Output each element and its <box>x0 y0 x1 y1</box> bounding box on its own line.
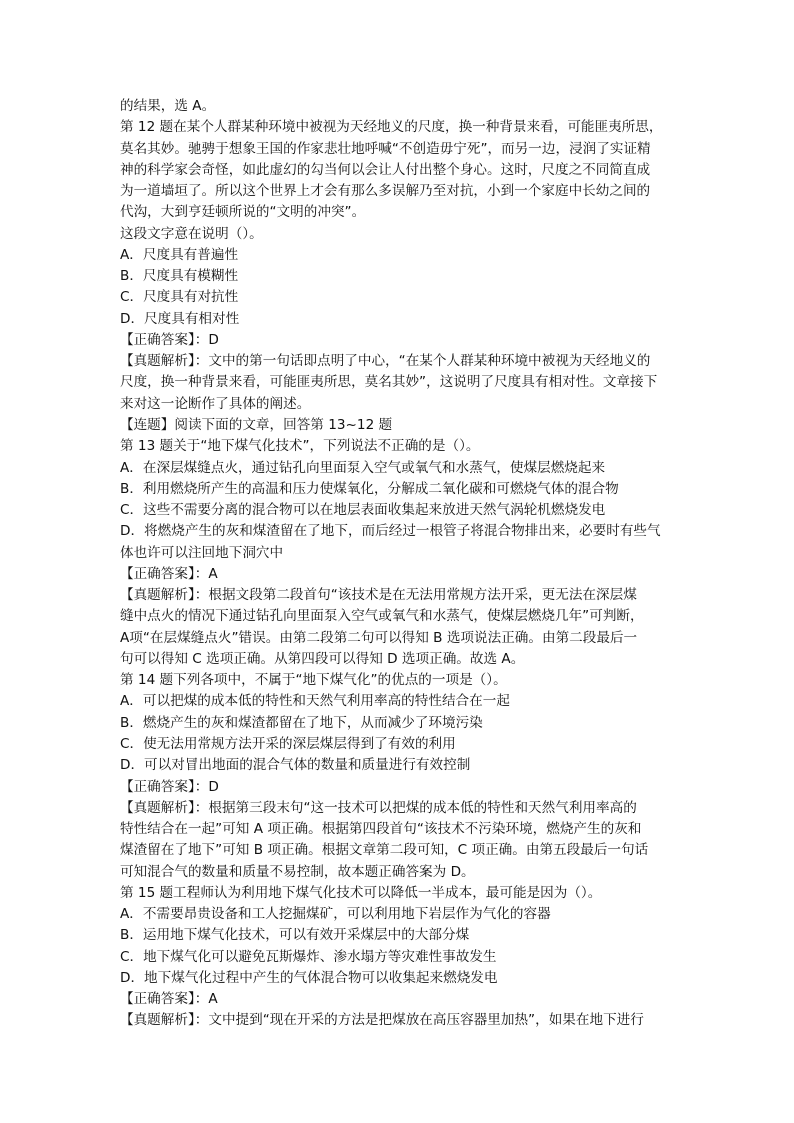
q14-option-a: A．可以把煤的成本低的特性和天然气利用率高的特性结合在一起 <box>120 693 510 710</box>
q13-explanation-line: 【真题解析】：根据文段第二段首句“该技术是在无法用常规方法开采，更无法在深层煤 <box>120 587 637 604</box>
q13-correct-answer: 【正确答案】：A <box>120 565 218 582</box>
q15-option-d: D．地下煤气化过程中产生的气体混合物可以收集起来燃烧发电 <box>120 969 498 986</box>
q13-option-d-cont: 体也许可以注回地下洞穴中 <box>120 544 284 561</box>
q12-option-a: A．尺度具有普遍性 <box>120 246 239 263</box>
q12-correct-answer: 【正确答案】：D <box>120 331 219 348</box>
q14-correct-answer: 【正确答案】：D <box>120 778 219 795</box>
q13-question-stem: 第 13 题关于“地下煤气化技术”，下列说法不正确的是（）。 <box>120 438 480 455</box>
q15-option-b: B．运用地下煤气化技术，可以有效开采煤层中的大部分煤 <box>120 927 470 944</box>
q12-explanation-line: 来对这一论断作了具体的阐述。 <box>120 395 311 412</box>
q12-question-stem: 这段文字意在说明（）。 <box>120 225 263 242</box>
q13-option-b: B．利用燃烧所产生的高温和压力使煤氧化，分解成二氧化碳和可燃烧气体的混合物 <box>120 480 619 497</box>
q12-explanation-line: 【真题解析】：文中的第一句话即点明了中心，“在某个人群某种环境中被视为天经地义的 <box>120 353 651 370</box>
q14-explanation-line: 【真题解析】：根据第三段末句“这一技术可以把煤的成本低的特性和天然气利用率高的 <box>120 799 637 816</box>
q13-option-c: C．这些不需要分离的混合物可以在地层表面收集起来放进天然气涡轮机燃烧发电 <box>120 502 606 519</box>
q13-explanation-line: 句可以得知 C 选项正确。从第四段可以得知 D 选项正确。故选 A。 <box>120 650 525 667</box>
q14-option-c: C．使无法用常规方法开采的深层煤层得到了有效的利用 <box>120 735 456 752</box>
q12-passage-line: 代沟，大到亨廷顿所说的“文明的冲突”。 <box>120 204 366 221</box>
q14-explanation-line: 煤渣留在了地下”可知 B 项正确。根据文章第二段可知，C 项正确。由第五段最后一句话 <box>120 842 649 859</box>
q14-option-d: D．可以对冒出地面的混合气体的数量和质量进行有效控制 <box>120 757 471 774</box>
q14-explanation-line: 特性结合在一起”可知 A 项正确。根据第四段首句“该技术不污染环境，燃烧产生的灰和 <box>120 821 642 838</box>
q12-passage-line: 为一道墙垣了。所以这个世界上才会有那么多误解乃至对抗，小到一个家庭中长幼之间的 <box>120 183 651 200</box>
q14-question-stem: 第 14 题下列各项中，不属于“地下煤气化”的优点的一项是（）。 <box>120 672 507 689</box>
q13-explanation-line: 缝中点火的情况下通过钻孔向里面泵入空气或氧气和水蒸气，使煤层燃烧几年”可判断， <box>120 608 644 625</box>
q13-option-a: A．在深层煤缝点火，通过钻孔向里面泵入空气或氧气和水蒸气，使煤层燃烧起来 <box>120 459 606 476</box>
linked-questions-heading: 【连题】阅读下面的文章，回答第 13~12 题 <box>120 416 393 433</box>
q12-option-b: B．尺度具有模糊性 <box>120 268 239 285</box>
q13-option-d: D．将燃烧产生的灰和煤渣留在了地下，而后经过一根管子将混合物排出来，必要时有些气 <box>120 523 661 540</box>
q12-passage-line: 第 12 题在某个人群某种环境中被视为天经地义的尺度，换一种背景来看，可能匪夷所思， <box>120 119 663 136</box>
q15-correct-answer: 【正确答案】：A <box>120 991 218 1008</box>
q15-option-c: C．地下煤气化可以避免瓦斯爆炸、渗水塌方等灾难性事故发生 <box>120 948 497 965</box>
q14-explanation-line: 可知混合气的数量和质量不易控制，故本题正确答案为 D。 <box>120 863 475 880</box>
q15-option-a: A．不需要昂贵设备和工人挖掘煤矿，可以利用地下岩层作为气化的容器 <box>120 906 551 923</box>
q12-option-c: C．尺度具有对抗性 <box>120 289 239 306</box>
q12-option-d: D．尺度具有相对性 <box>120 310 240 327</box>
q12-passage-line: 神的科学家会奇怪，如此虚幻的勾当何以会让人付出整个身心。这时，尺度之不同简直成 <box>120 161 651 178</box>
q12-explanation-line: 尺度，换一种背景来看，可能匪夷所思，莫名其妙”，这说明了尺度具有相对性。文章接下 <box>120 374 658 391</box>
q14-option-b: B．燃烧产生的灰和煤渣都留在了地下，从而减少了环境污染 <box>120 714 483 731</box>
q13-explanation-line: A项“在层煤缝点火”错误。由第二段第二句可以得知 B 选项说法正确。由第二段最后一 <box>120 629 638 646</box>
document-page <box>120 96 676 1032</box>
text-line-prev-answer-tail: 的结果，选 A。 <box>120 98 216 114</box>
q12-passage-line: 莫名其妙。驰骋于想象王国的作家悲壮地呼喊“不创造毋宁死”，而另一边，浸润了实证精 <box>120 140 651 157</box>
q15-question-stem: 第 15 题工程师认为利用地下煤气化技术可以降低一半成本，最可能是因为（）。 <box>120 884 602 901</box>
q15-explanation-line: 【真题解析】：文中提到“现在开采的方法是把煤放在高压容器里加热”，如果在地下进行 <box>120 1012 644 1029</box>
